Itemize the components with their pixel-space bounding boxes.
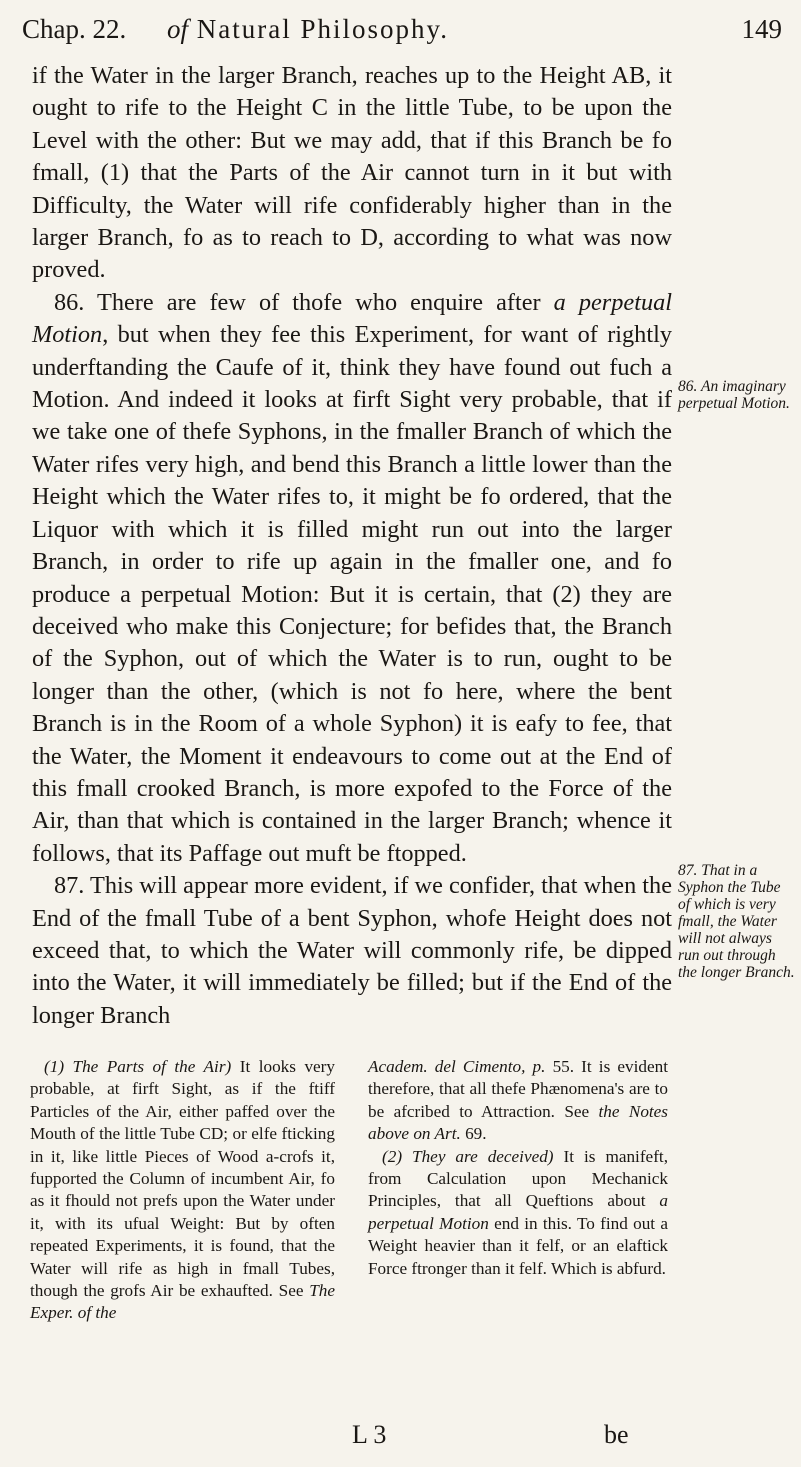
footnote-2-text-b: end in this. To find out a Weight heavier than it felf, or an elaftick Force ftronger than it felf. Which is abfurd. — [368, 1213, 668, 1278]
paragraph-86-italic: a perpetual Motion — [32, 288, 672, 349]
footnote-2-italic: a perpetual Motion — [368, 1191, 668, 1233]
footnote-1-continued — [368, 1056, 668, 1146]
running-title-text: Natural Philosophy. — [196, 14, 449, 44]
running-title-of: of — [167, 14, 189, 44]
catchword: be — [604, 1420, 629, 1449]
page-footer — [0, 1420, 801, 1460]
footnote-right-column — [368, 1056, 668, 1280]
footnote-2-text: It is manifeft, from Calculation upon Mechanick Principles, that all Queftions about — [368, 1146, 668, 1211]
paragraph-86-number: 86. — [54, 288, 85, 316]
paragraph-86 — [32, 287, 672, 870]
footnote-1-ref: The Exper. of the — [30, 1281, 335, 1323]
paragraph-87-number: 87. — [54, 872, 85, 900]
footnote-1-cont-text2: 69. — [460, 1124, 487, 1144]
footnote-1-ref-cont: Academ. del Cimento, p. — [368, 1057, 546, 1076]
chapter-label: Chap. 22. — [22, 14, 127, 44]
footnote-1-text: It looks very probable, at firft Sight, as if the ftiff Particles of the Air, either paffed over the Mouth of the little Tube CD; or elfe fticking in it, like little Pieces of Wood a-crofs it, fupported the Column of incumbent Air, fo as it fhould not prefs upon the Water under it, with its ufual Weight: But by often repeated Experiments, it is found, that the Water will rife as high in fmall Tubes, though the grofs Air be exhaufted. See — [30, 1057, 335, 1301]
main-text — [32, 60, 672, 1032]
paragraph-86-text-a: There are few of thofe who enquire after — [84, 288, 554, 316]
paragraph-87-text: This will appear more evident, if we confider, that when the End of the fmall Tube of a bent Syphon, whofe Height does not exceed that, to which the Water will commonly rife, be dipped into the Water, it will immediately be filled; but if the End of the longer Branch — [32, 872, 672, 1029]
running-header — [22, 8, 782, 48]
signature-mark: L 3 — [352, 1420, 387, 1449]
page-number: 149 — [741, 14, 782, 44]
paragraph-continued: if the Water in the larger Branch, reaches up to the Height AB, it ought to rife to the Height C in the little Tube, to be upon the Level with the other: But we may add, that if this Branch be fo fmall, (1) that the Parts of the Air cannot turn in it but with Difficulty, the Water will rife confiderably higher than in the larger Branch, fo as to reach to D, according to what was now proved. — [32, 62, 672, 284]
paragraph-86-text-b: , but when they fee this Experiment, for want of rightly underftanding the Caufe of it, think they have found out fuch a Motion. And indeed it looks at firft Sight very probable, that if we take one of thefe Syphons, in the fmaller Branch of which the Water rifes very high, and bend this Branch a little lower than the Height which the Water rifes to, it might be fo ordered, that the Liquor with which it is filled might run out into the larger Branch, in order to rife up again in the fmaller one, and fo produce a perpetual Motion: But it is certain, that (2) they are deceived who make this Conjecture; for befides that, the Branch of the Syphon, out of which the Water is to run, ought to be longer than the other, (which is not fo here, where the bent Branch is in the Room of a whole Syphon) it is eafy to fee, that the Water, the Moment it endeavours to come out at the End of this fmall crooked Branch, is more expofed to the Force of the Air, than that which is contained in the larger Branch; whence it follows, that its Paffage out muft be ftopped. — [32, 321, 672, 867]
footnote-1 — [30, 1056, 335, 1325]
footnote-2 — [368, 1146, 668, 1280]
footnote-1-ref2: the Notes above on Art. — [368, 1101, 668, 1144]
paragraph-87 — [32, 870, 672, 1032]
footnote-1-cont-text: 55. It is evident therefore, that all thefe Phænomena's are to be afcribed to Attraction. See — [368, 1057, 668, 1121]
margin-note-87: 87. That in a Syphon the Tube of which is very fmall, the Water will not always run out through the longer Branch. — [678, 862, 795, 981]
margin-note-86: 86. An imaginary perpetual Motion. — [678, 378, 790, 412]
footnote-2-label: (2) They are deceived) — [382, 1146, 554, 1166]
running-title — [167, 14, 449, 45]
footnote-1-label: (1) The Parts of the Air) — [44, 1057, 232, 1076]
footnote-left-column — [30, 1056, 335, 1325]
